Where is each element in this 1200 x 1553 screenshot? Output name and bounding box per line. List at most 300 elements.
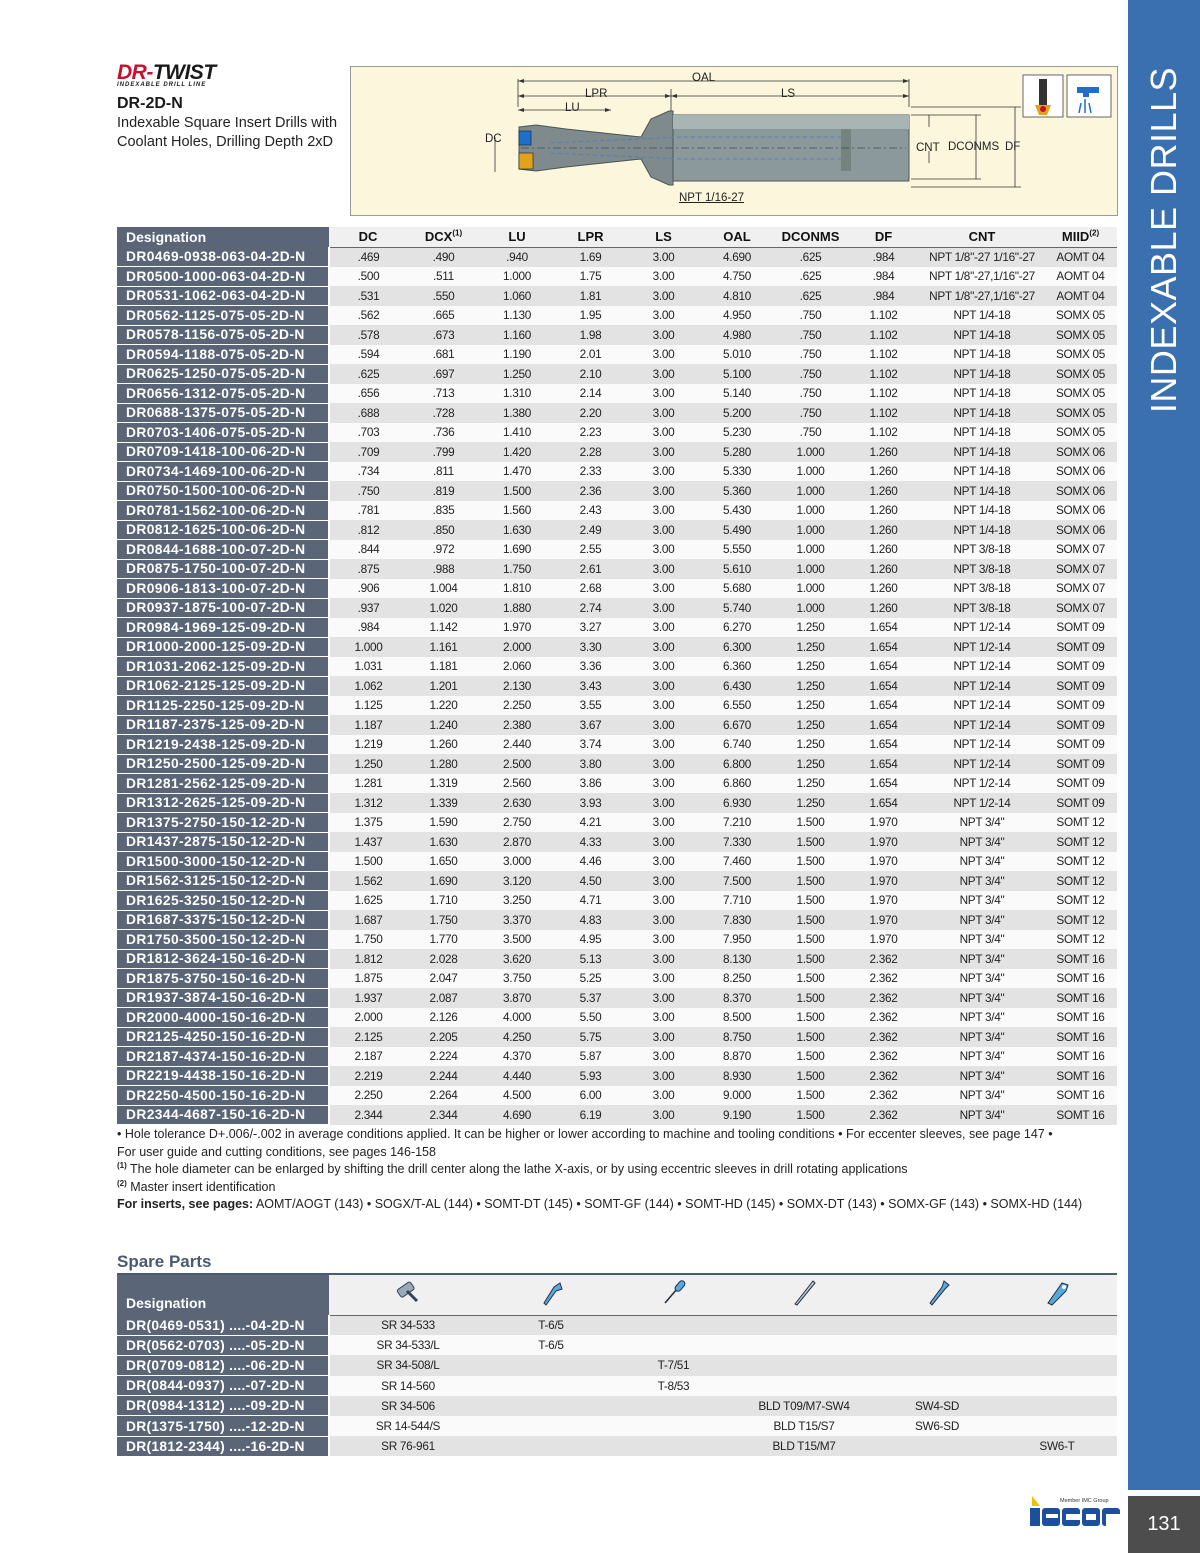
spec-cell: NPT 1/2-14	[920, 618, 1044, 638]
spec-row	[117, 423, 1117, 443]
spec-row	[117, 306, 1117, 326]
spec-cell: 4.750	[700, 267, 774, 287]
spec-designation: DR0469-0938-063-04-2D-N	[117, 247, 329, 267]
spec-cell: 1.062	[329, 676, 407, 696]
spec-cell: SOMT 09	[1044, 754, 1117, 774]
spec-cell: NPT 3/4"	[920, 949, 1044, 969]
spec-cell: 3.80	[554, 754, 627, 774]
spare-cell	[486, 1355, 616, 1375]
spec-cell: 1.160	[480, 325, 554, 345]
spec-cell: 3.55	[554, 696, 627, 716]
spec-cell: 2.362	[847, 949, 920, 969]
spec-cell: 2.74	[554, 598, 627, 618]
spec-cell: 3.00	[627, 325, 700, 345]
spare-cell	[997, 1376, 1117, 1396]
spec-cell: 2.362	[847, 1027, 920, 1047]
spec-cell: 1.004	[407, 579, 480, 599]
spec-cell: .697	[407, 364, 480, 384]
spare-cell	[997, 1355, 1117, 1375]
spec-cell: 1.687	[329, 910, 407, 930]
spare-row	[117, 1315, 1117, 1335]
spec-cell: 1.260	[847, 462, 920, 482]
spec-cell: 5.490	[700, 520, 774, 540]
spec-cell: 2.187	[329, 1047, 407, 1067]
spec-cell: 1.102	[847, 403, 920, 423]
spec-cell: 1.260	[847, 540, 920, 560]
spec-cell: 7.460	[700, 852, 774, 872]
spec-cell: 5.010	[700, 345, 774, 365]
spec-cell: SOMT 16	[1044, 969, 1117, 989]
spec-cell: 5.100	[700, 364, 774, 384]
spec-cell: NPT 3/4"	[920, 1066, 1044, 1086]
spec-cell: 5.25	[554, 969, 627, 989]
spec-cell: 8.870	[700, 1047, 774, 1067]
spec-cell: 2.250	[329, 1086, 407, 1106]
spec-cell: 1.95	[554, 306, 627, 326]
header-miid: MIID$^{(2)}$	[1044, 227, 1117, 247]
spec-row	[117, 832, 1117, 852]
spec-cell: 6.430	[700, 676, 774, 696]
spec-cell: SOMT 16	[1044, 1027, 1117, 1047]
spec-cell: .781	[329, 501, 407, 521]
spare-header-designation: Designation	[117, 1274, 329, 1315]
section-title: INDEXABLE DRILLS	[1143, 66, 1184, 414]
spec-cell: 1.220	[407, 696, 480, 716]
spec-designation: DR0625-1250-075-05-2D-N	[117, 364, 329, 384]
spec-cell: 3.74	[554, 735, 627, 755]
spare-row	[117, 1335, 1117, 1355]
key-icon	[997, 1274, 1117, 1315]
spec-cell: 1.260	[847, 442, 920, 462]
spec-cell: .937	[329, 598, 407, 618]
spec-cell: 2.264	[407, 1086, 480, 1106]
spec-cell: .709	[329, 442, 407, 462]
spec-cell: 3.27	[554, 618, 627, 638]
spec-cell: SOMX 06	[1044, 442, 1117, 462]
spec-cell: 2.630	[480, 793, 554, 813]
spec-cell: 3.00	[627, 481, 700, 501]
spec-cell: 3.00	[627, 774, 700, 794]
spec-row	[117, 1105, 1117, 1125]
spec-cell: 8.500	[700, 1008, 774, 1028]
spec-cell: 1.970	[847, 813, 920, 833]
spec-designation: DR0937-1875-100-07-2D-N	[117, 598, 329, 618]
spec-cell: SOMX 05	[1044, 364, 1117, 384]
spec-cell: 2.244	[407, 1066, 480, 1086]
spec-cell: 1.339	[407, 793, 480, 813]
spec-cell: 2.43	[554, 501, 627, 521]
spec-row	[117, 540, 1117, 560]
spec-cell: 1.625	[329, 891, 407, 911]
header-ls: LS	[627, 227, 700, 247]
spec-cell: 1.319	[407, 774, 480, 794]
spec-cell: 2.55	[554, 540, 627, 560]
spec-cell: 5.430	[700, 501, 774, 521]
spec-cell: NPT 1/2-14	[920, 754, 1044, 774]
spec-cell: 3.00	[627, 1086, 700, 1106]
spec-cell: 1.500	[774, 832, 847, 852]
spec-cell: 6.800	[700, 754, 774, 774]
spec-cell: 2.20	[554, 403, 627, 423]
spec-cell: 7.500	[700, 871, 774, 891]
spec-row	[117, 910, 1117, 930]
spec-cell: 5.550	[700, 540, 774, 560]
spec-designation: DR0531-1062-063-04-2D-N	[117, 286, 329, 306]
spec-cell: 2.01	[554, 345, 627, 365]
spec-cell: 1.654	[847, 754, 920, 774]
spec-cell: 3.00	[627, 462, 700, 482]
spec-cell: 9.000	[700, 1086, 774, 1106]
spec-cell: 1.937	[329, 988, 407, 1008]
spec-cell: SOMX 07	[1044, 598, 1117, 618]
spec-cell: SOMX 06	[1044, 520, 1117, 540]
spec-cell: 2.126	[407, 1008, 480, 1028]
spec-cell: 2.060	[480, 657, 554, 677]
spec-cell: 1.750	[407, 910, 480, 930]
spare-designation: DR(1375-1750) ....-12-2D-N	[117, 1416, 329, 1436]
spec-row	[117, 267, 1117, 287]
spec-cell: 1.260	[847, 520, 920, 540]
spec-cell: 3.500	[480, 930, 554, 950]
spec-cell: 1.190	[480, 345, 554, 365]
spec-designation: DR0688-1375-075-05-2D-N	[117, 403, 329, 423]
header-designation: Designation	[117, 227, 329, 247]
spec-cell: 6.670	[700, 715, 774, 735]
spare-cell: SR 76-961	[329, 1436, 486, 1456]
spec-cell: 3.00	[627, 579, 700, 599]
spec-cell: 5.360	[700, 481, 774, 501]
spec-cell: 1.250	[774, 754, 847, 774]
spec-cell: NPT 1/4-18	[920, 384, 1044, 404]
spec-cell: 2.362	[847, 1047, 920, 1067]
spec-cell: .750	[774, 384, 847, 404]
spec-cell: 3.370	[480, 910, 554, 930]
spec-cell: 2.750	[480, 813, 554, 833]
spec-cell: 3.00	[627, 384, 700, 404]
spec-cell: SOMX 07	[1044, 579, 1117, 599]
spec-cell: SOMT 09	[1044, 637, 1117, 657]
spare-cell	[877, 1436, 997, 1456]
spec-cell: 1.000	[774, 520, 847, 540]
spec-cell: 5.93	[554, 1066, 627, 1086]
spare-cell	[486, 1376, 616, 1396]
spec-cell: 1.690	[480, 540, 554, 560]
spec-cell: 1.630	[480, 520, 554, 540]
spare-cell	[997, 1416, 1117, 1436]
spec-cell: 1.280	[407, 754, 480, 774]
spec-cell: 2.087	[407, 988, 480, 1008]
spec-cell: 8.930	[700, 1066, 774, 1086]
spec-cell: SOMX 05	[1044, 345, 1117, 365]
spec-cell: 2.362	[847, 1008, 920, 1028]
spec-cell: 1.500	[774, 871, 847, 891]
spec-row	[117, 364, 1117, 384]
spec-cell: 1.654	[847, 774, 920, 794]
spec-cell: 1.500	[774, 949, 847, 969]
spec-cell: SOMX 05	[1044, 325, 1117, 345]
spec-cell: 3.93	[554, 793, 627, 813]
spec-row	[117, 579, 1117, 599]
spec-cell: NPT 1/2-14	[920, 774, 1044, 794]
spec-cell: 8.130	[700, 949, 774, 969]
spec-cell: SOMT 12	[1044, 891, 1117, 911]
spec-cell: SOMX 06	[1044, 481, 1117, 501]
spec-cell: 1.102	[847, 384, 920, 404]
spec-cell: .625	[774, 286, 847, 306]
spec-cell: 5.330	[700, 462, 774, 482]
spec-cell: NPT 3/8-18	[920, 598, 1044, 618]
spec-cell: .578	[329, 325, 407, 345]
spec-row	[117, 501, 1117, 521]
spare-row	[117, 1396, 1117, 1416]
spec-designation: DR1281-2562-125-09-2D-N	[117, 774, 329, 794]
spare-row	[117, 1416, 1117, 1436]
spec-row	[117, 715, 1117, 735]
spec-designation: DR2187-4374-150-16-2D-N	[117, 1047, 329, 1067]
spec-designation: DR1812-3624-150-16-2D-N	[117, 949, 329, 969]
spec-cell: 2.61	[554, 559, 627, 579]
table-notes	[117, 1126, 1117, 1214]
spec-cell: 2.560	[480, 774, 554, 794]
spec-designation: DR1219-2438-125-09-2D-N	[117, 735, 329, 755]
spec-cell: 1.250	[774, 793, 847, 813]
spec-cell: 1.500	[774, 910, 847, 930]
header-lu: LU	[480, 227, 554, 247]
spec-cell: NPT 3/4"	[920, 813, 1044, 833]
spec-cell: SOMT 12	[1044, 930, 1117, 950]
spare-designation: DR(0709-0812) ....-06-2D-N	[117, 1355, 329, 1375]
spec-cell: 1.000	[774, 442, 847, 462]
spec-cell: 1.250	[329, 754, 407, 774]
spec-cell: 1.125	[329, 696, 407, 716]
spec-cell: 1.875	[329, 969, 407, 989]
spare-row	[117, 1376, 1117, 1396]
spec-cell: .713	[407, 384, 480, 404]
spec-cell: NPT 3/4"	[920, 1086, 1044, 1106]
spec-cell: 1.500	[774, 813, 847, 833]
spec-cell: 4.50	[554, 871, 627, 891]
spec-cell: .984	[847, 247, 920, 267]
spec-row	[117, 403, 1117, 423]
spec-cell: 3.86	[554, 774, 627, 794]
spec-cell: SOMT 16	[1044, 1047, 1117, 1067]
spec-cell: NPT 3/4"	[920, 891, 1044, 911]
spec-cell: SOMT 16	[1044, 1066, 1117, 1086]
spec-cell: 3.43	[554, 676, 627, 696]
spare-cell: SW4-SD	[877, 1396, 997, 1416]
spec-designation: DR0562-1125-075-05-2D-N	[117, 306, 329, 326]
spec-cell: 3.120	[480, 871, 554, 891]
spec-cell: 3.00	[627, 403, 700, 423]
note-tolerance: • Hole tolerance D+.006/-.002 in average conditions applied. It can be higher or lower according to machine and tooling conditions • For eccenter sleeves, see page 147 •	[117, 1127, 1053, 1141]
spec-cell: NPT 1/4-18	[920, 325, 1044, 345]
spec-cell: 1.654	[847, 637, 920, 657]
spec-cell: NPT 1/8"-27,1/16"-27	[920, 267, 1044, 287]
spec-cell: 3.00	[627, 423, 700, 443]
spec-row	[117, 813, 1117, 833]
spec-cell: 3.00	[627, 442, 700, 462]
spec-cell: SOMT 09	[1044, 657, 1117, 677]
screwdriver-icon	[616, 1274, 731, 1315]
spec-cell: 6.270	[700, 618, 774, 638]
spec-cell: .984	[847, 286, 920, 306]
spec-cell: 4.980	[700, 325, 774, 345]
spec-cell: 1.420	[480, 442, 554, 462]
spec-designation: DR1625-3250-150-12-2D-N	[117, 891, 329, 911]
spec-cell: 1.201	[407, 676, 480, 696]
spec-cell: 1.102	[847, 325, 920, 345]
spec-cell: 3.00	[627, 345, 700, 365]
spec-designation: DR1250-2500-125-09-2D-N	[117, 754, 329, 774]
spec-cell: 1.102	[847, 345, 920, 365]
spec-cell: NPT 3/4"	[920, 910, 1044, 930]
spec-cell: SOMT 09	[1044, 774, 1117, 794]
spec-cell: 1.260	[847, 501, 920, 521]
spec-designation: DR0906-1813-100-07-2D-N	[117, 579, 329, 599]
spec-designation: DR1562-3125-150-12-2D-N	[117, 871, 329, 891]
footnote-2: $^{(2)}$ Master insert identification	[117, 1178, 276, 1194]
spec-designation: DR0734-1469-100-06-2D-N	[117, 462, 329, 482]
spec-cell: 1.102	[847, 306, 920, 326]
spare-cell: T-6/5	[486, 1315, 616, 1335]
spec-cell: 1.500	[774, 1086, 847, 1106]
spec-row	[117, 598, 1117, 618]
spec-cell: 1.312	[329, 793, 407, 813]
spec-cell: 5.200	[700, 403, 774, 423]
spec-cell: 1.031	[329, 657, 407, 677]
spec-cell: 1.750	[329, 930, 407, 950]
spec-cell: 1.654	[847, 676, 920, 696]
spec-cell: 3.00	[627, 637, 700, 657]
spare-cell	[731, 1335, 877, 1355]
spec-cell: 1.000	[774, 598, 847, 618]
spec-cell: NPT 1/4-18	[920, 481, 1044, 501]
spec-cell: NPT 1/8"-27 1/16"-27	[920, 247, 1044, 267]
spec-cell: .812	[329, 520, 407, 540]
spec-cell: 1.590	[407, 813, 480, 833]
spare-cell: SW6-SD	[877, 1416, 997, 1436]
spec-cell: SOMT 16	[1044, 1008, 1117, 1028]
spec-cell: 6.19	[554, 1105, 627, 1125]
spec-designation: DR0875-1750-100-07-2D-N	[117, 559, 329, 579]
spec-cell: 4.370	[480, 1047, 554, 1067]
spec-cell: SOMT 09	[1044, 735, 1117, 755]
spec-cell: NPT 3/4"	[920, 852, 1044, 872]
spec-cell: 2.14	[554, 384, 627, 404]
spec-cell: .750	[774, 364, 847, 384]
spec-cell: 4.440	[480, 1066, 554, 1086]
spec-cell: 1.187	[329, 715, 407, 735]
spec-designation: DR0594-1188-075-05-2D-N	[117, 345, 329, 365]
spare-cell	[616, 1436, 731, 1456]
spec-cell: 4.690	[480, 1105, 554, 1125]
header-dconms: DCONMS	[774, 227, 847, 247]
spec-designation: DR1937-3874-150-16-2D-N	[117, 988, 329, 1008]
spec-cell: 2.380	[480, 715, 554, 735]
spec-designation: DR1875-3750-150-16-2D-N	[117, 969, 329, 989]
spec-cell: NPT 1/2-14	[920, 793, 1044, 813]
spec-cell: .500	[329, 267, 407, 287]
spec-row	[117, 1066, 1117, 1086]
spec-cell: .562	[329, 306, 407, 326]
spec-cell: 1.500	[774, 1027, 847, 1047]
spec-cell: 1.654	[847, 618, 920, 638]
spec-designation: DR0812-1625-100-06-2D-N	[117, 520, 329, 540]
spec-designation: DR0844-1688-100-07-2D-N	[117, 540, 329, 560]
spare-cell	[616, 1416, 731, 1436]
spec-row	[117, 735, 1117, 755]
spec-cell: 1.102	[847, 364, 920, 384]
spec-cell: SOMT 09	[1044, 618, 1117, 638]
spec-cell: .844	[329, 540, 407, 560]
spec-cell: 4.83	[554, 910, 627, 930]
spec-cell: 4.690	[700, 247, 774, 267]
blade-icon	[731, 1274, 877, 1315]
spec-cell: 7.830	[700, 910, 774, 930]
spec-cell: .819	[407, 481, 480, 501]
spare-cell: SR 34-533/L	[329, 1335, 486, 1355]
spec-cell: 1.560	[480, 501, 554, 521]
spec-cell: 5.680	[700, 579, 774, 599]
spec-cell: 2.36	[554, 481, 627, 501]
spec-cell: 1.060	[480, 286, 554, 306]
spec-cell: .736	[407, 423, 480, 443]
spare-cell	[731, 1355, 877, 1375]
spec-cell: 3.00	[627, 1066, 700, 1086]
spec-cell: 1.281	[329, 774, 407, 794]
spare-cell: SW6-T	[997, 1436, 1117, 1456]
spec-cell: 1.650	[407, 852, 480, 872]
spec-cell: 8.370	[700, 988, 774, 1008]
spec-cell: 3.00	[627, 949, 700, 969]
spec-cell: NPT 3/4"	[920, 1027, 1044, 1047]
spec-cell: .750	[774, 403, 847, 423]
spec-designation: DR1437-2875-150-12-2D-N	[117, 832, 329, 852]
spec-cell: SOMX 05	[1044, 384, 1117, 404]
spec-cell: 1.130	[480, 306, 554, 326]
spec-cell: NPT 3/4"	[920, 969, 1044, 989]
spec-cell: 3.00	[627, 715, 700, 735]
spec-cell: 8.250	[700, 969, 774, 989]
spec-cell: .750	[774, 423, 847, 443]
spec-cell: 2.33	[554, 462, 627, 482]
spec-cell: 4.46	[554, 852, 627, 872]
spec-cell: 3.00	[627, 286, 700, 306]
spec-cell: 1.500	[774, 891, 847, 911]
spec-cell: 2.23	[554, 423, 627, 443]
spec-cell: 3.00	[627, 676, 700, 696]
spec-cell: 2.362	[847, 1105, 920, 1125]
spec-row	[117, 481, 1117, 501]
spec-cell: SOMX 05	[1044, 403, 1117, 423]
spec-designation: DR0781-1562-100-06-2D-N	[117, 501, 329, 521]
spec-cell: 4.950	[700, 306, 774, 326]
spec-cell: 7.710	[700, 891, 774, 911]
spec-cell: 4.33	[554, 832, 627, 852]
spec-cell: 1.500	[774, 988, 847, 1008]
spare-row	[117, 1355, 1117, 1375]
spec-row	[117, 891, 1117, 911]
spare-cell: BLD T15/M7	[731, 1436, 877, 1456]
spec-cell: 1.250	[774, 735, 847, 755]
spec-cell: 5.50	[554, 1008, 627, 1028]
spec-cell: 7.210	[700, 813, 774, 833]
spare-cell	[486, 1396, 616, 1416]
spec-row	[117, 852, 1117, 872]
wrench-icon	[877, 1274, 997, 1315]
spec-cell: 4.21	[554, 813, 627, 833]
spec-cell: 1.000	[774, 501, 847, 521]
